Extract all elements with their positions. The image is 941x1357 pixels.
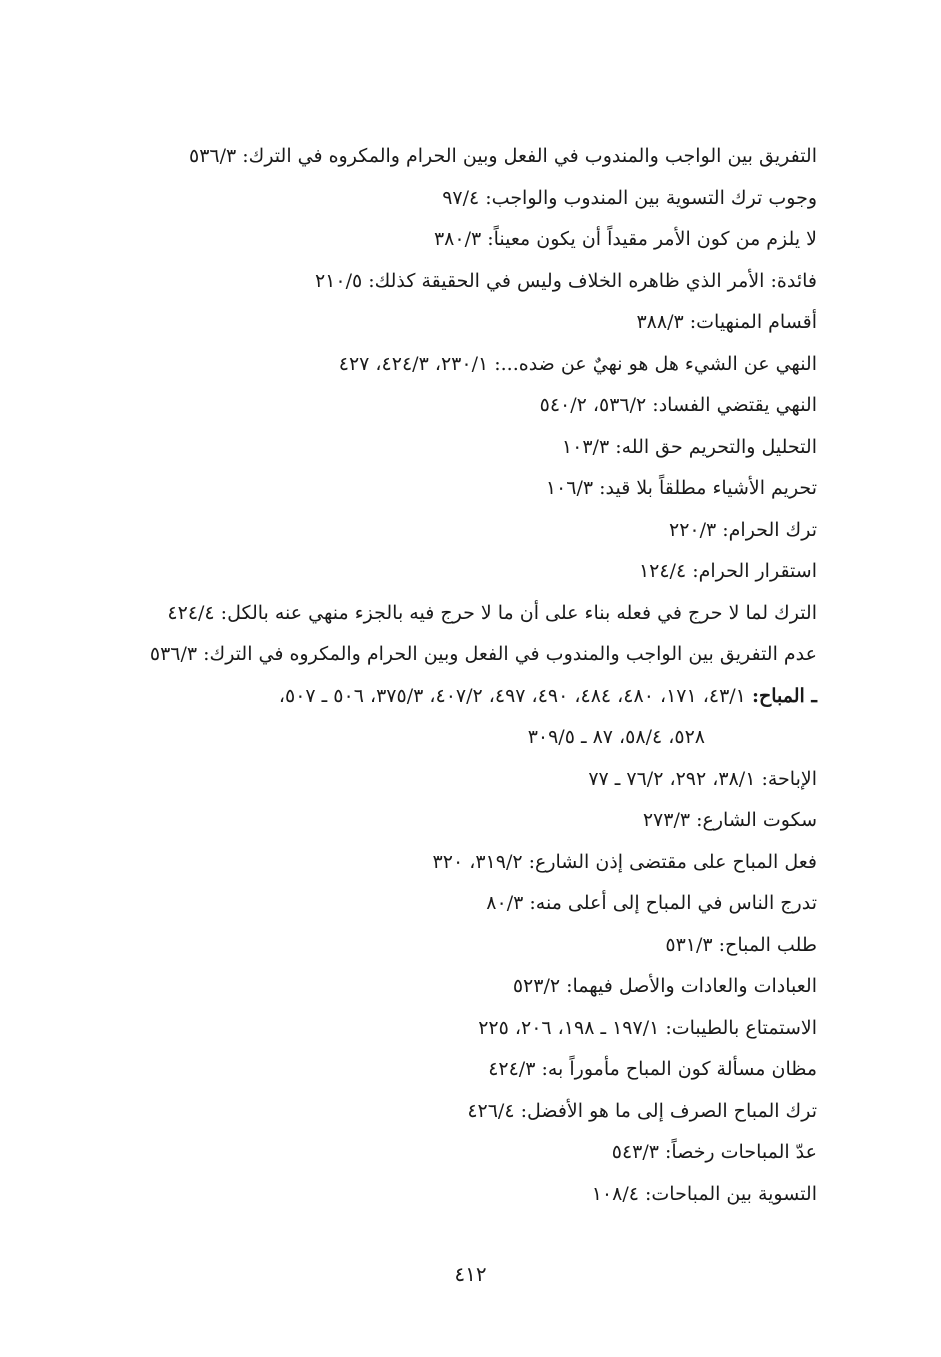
index-subentry: مظان مسألة كون المباح مأموراً به: ٤٢٤/٣ — [488, 1058, 817, 1080]
index-entry: النهي يقتضي الفساد: ٥٣٦/٢، ٥٤٠/٢ — [539, 394, 817, 416]
page-number: ٤١٢ — [454, 1262, 487, 1286]
index-entry: تحريم الأشياء مطلقاً بلا قيد: ١٠٦/٣ — [545, 477, 817, 499]
mubah-heading-entry — [117, 676, 817, 718]
index-entry: ترك الحرام: ٢٢٠/٣ — [668, 518, 817, 541]
index-entry: فائدة: الأمر الذي ظاهره الخلاف وليس في الحقيقة كذلك: ٢١٠/٥ — [314, 269, 817, 292]
index-subentry: فعل المباح على مقتضى إذن الشارع: ٣١٩/٢، ٣٢٠ — [432, 850, 817, 873]
index-entry: عدم التفريق بين الواجب والمندوب في الفعل وبين الحرام والمكروه في الترك: ٥٣٦/٣ — [149, 643, 817, 665]
index-subentry: سكوت الشارع: ٢٧٣/٣ — [642, 809, 817, 831]
index-subentry: تدرج الناس في المباح إلى أعلى منه: ٨٠/٣ — [486, 892, 817, 914]
index-list — [117, 136, 817, 1215]
index-subentry: العبادات والعادات والأصل فيهما: ٥٢٣/٢ — [512, 975, 817, 997]
index-entry: النهي عن الشيء هل هو نهيٌ عن ضده...: ٢٣٠/١، ٤٢٤/٣، ٤٢٧ — [338, 352, 817, 375]
mubah-references-line2: ٥٢٨، ٥٨/٤، ٨٧ ـ ٣٠٩/٥ — [527, 726, 705, 748]
index-subentry: عدّ المباحات رخصاً: ٥٤٣/٣ — [611, 1141, 817, 1163]
index-entry: التفريق بين الواجب والمندوب في الفعل وبين الحرام والمكروه في الترك: ٥٣٦/٣ — [188, 145, 817, 167]
index-entry: وجوب ترك التسوية بين المندوب والواجب: ٩٧/٤ — [442, 186, 817, 209]
index-subentry: طلب المباح: ٥٣١/٣ — [665, 933, 817, 956]
mubah-references-line1: ٤٣/١، ١٧١، ٤٨٠، ٤٨٤، ٤٩٠، ٤٩٧، ٤٠٧/٢، ٣٧٥/٣، ٥٠٦ ـ ٥٠٧، — [278, 684, 746, 707]
index-subentry: التسوية بين المباحات: ١٠٨/٤ — [591, 1182, 817, 1205]
index-entry: استقرار الحرام: ١٢٤/٤ — [638, 560, 817, 582]
index-entry: لا يلزم من كون الأمر مقيداً أن يكون معيناً: ٣٨٠/٣ — [433, 228, 817, 250]
index-subentry: الاستمتاع بالطيبات: ١٩٧/١ ـ ١٩٨، ٢٠٦، ٢٢٥ — [478, 1016, 817, 1039]
index-entry: الترك لما لا حرج في فعله بناء على أن ما لا حرج فيه بالجزء منهي عنه بالكل: ٤٢٤/٤ — [167, 601, 817, 624]
index-subentry: الإباحة: ٣٨/١، ٢٩٢، ٧٦/٢ ـ ٧٧ — [588, 767, 817, 790]
index-entry: التحليل والتحريم حق الله: ١٠٣/٣ — [561, 435, 817, 458]
index-entry: أقسام المنهيات: ٣٨٨/٣ — [636, 311, 817, 333]
mubah-heading: ـ المباح: — [751, 684, 817, 707]
index-subentry: ترك المباح الصرف إلى ما هو الأفضل: ٤٢٦/٤ — [467, 1099, 817, 1122]
